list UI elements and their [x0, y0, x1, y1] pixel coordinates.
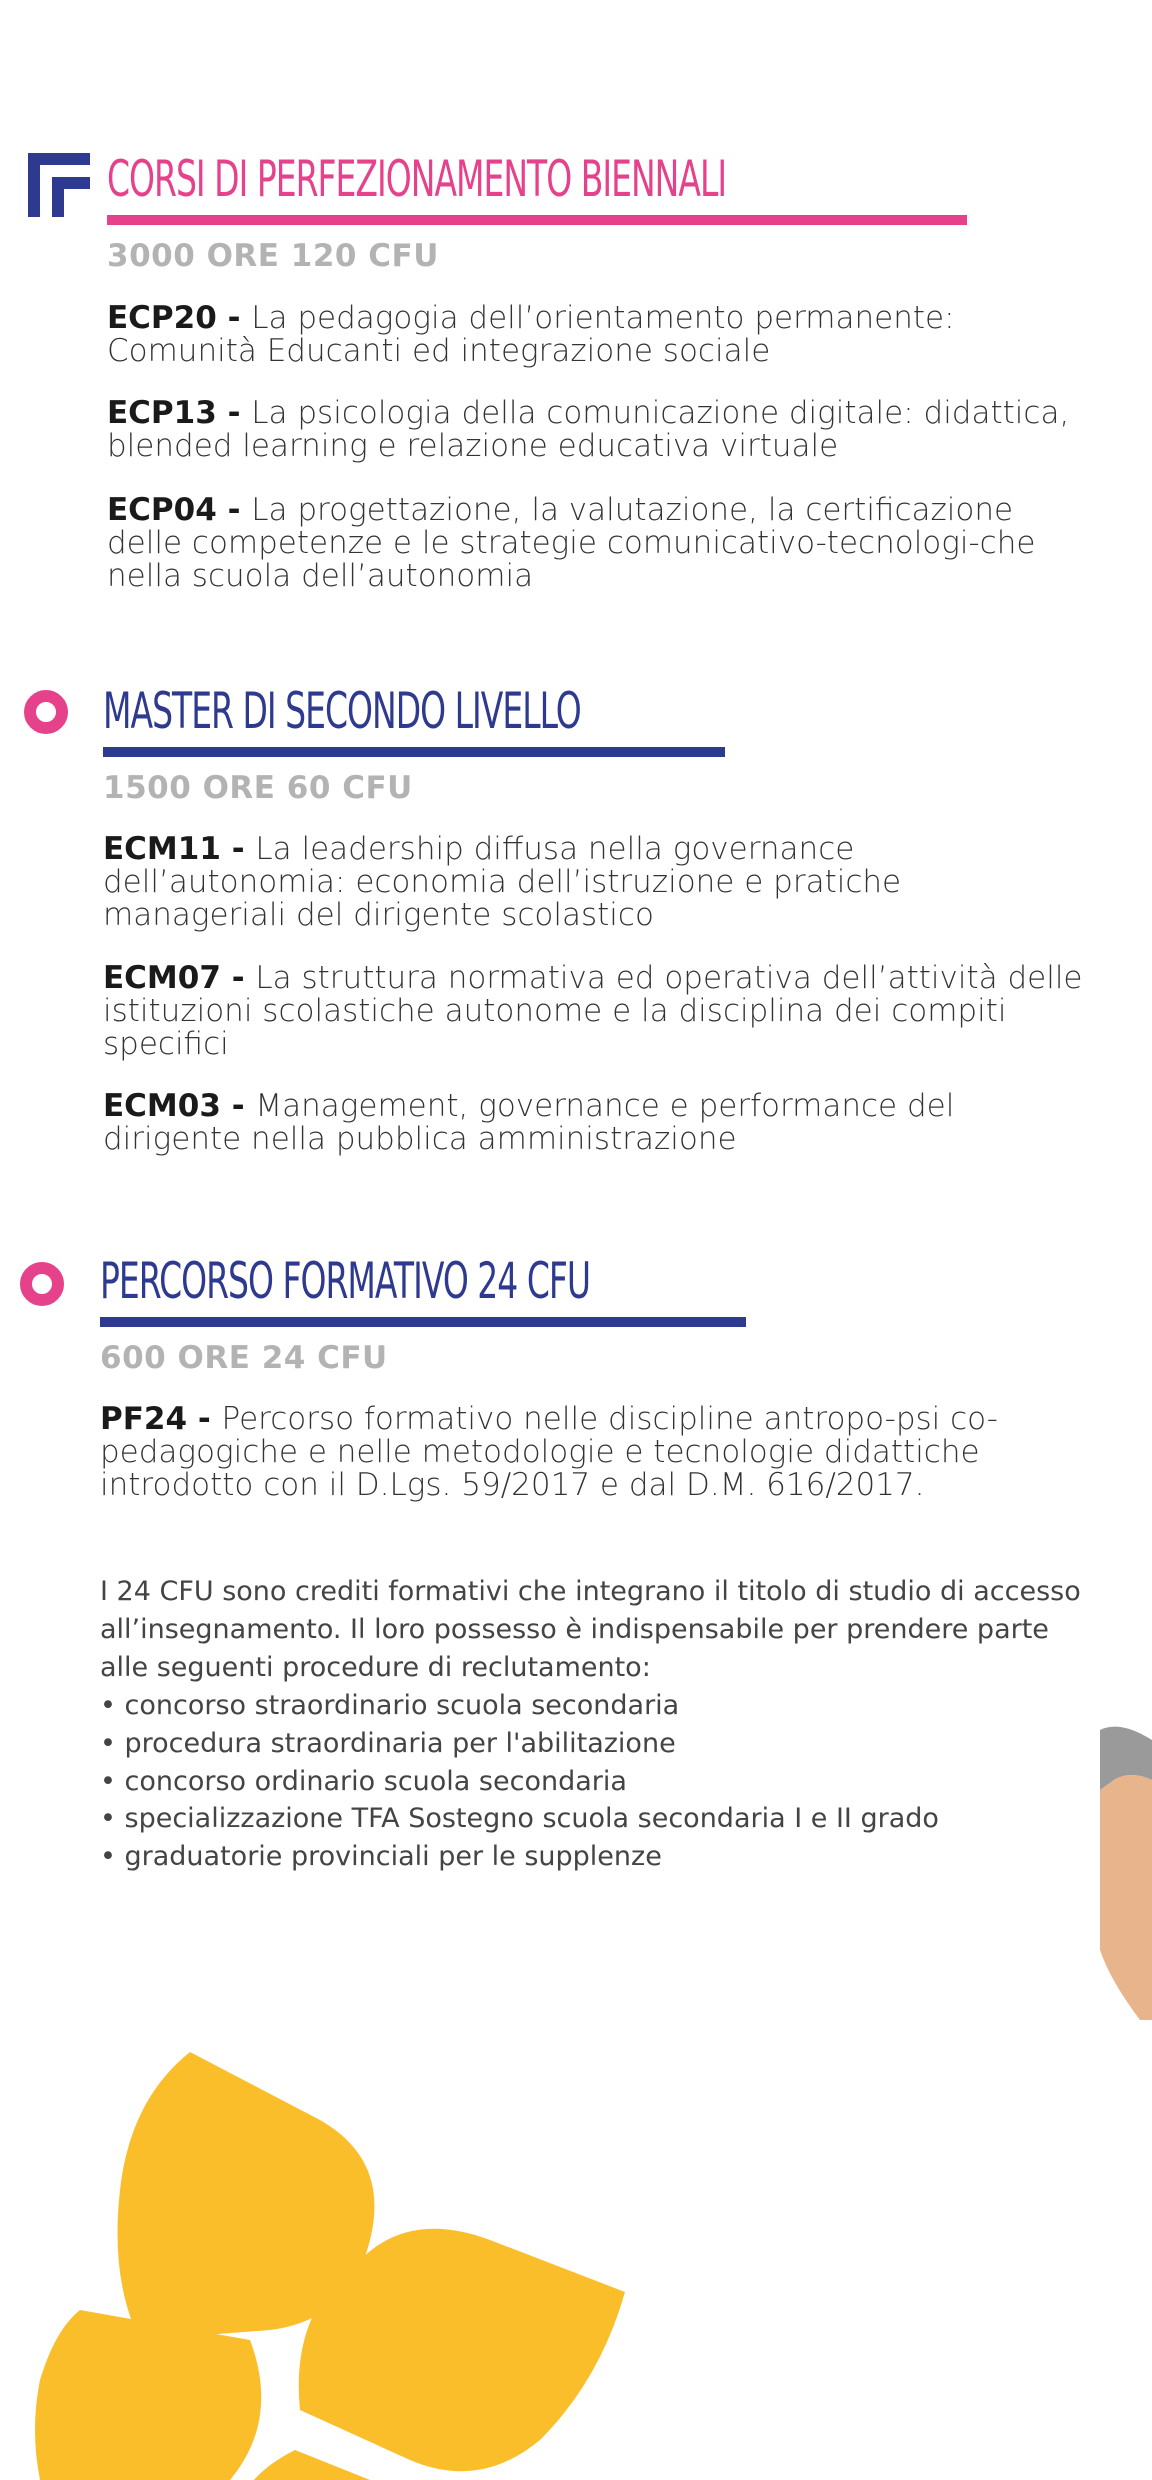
title-underline — [100, 1317, 746, 1327]
course-entry: ECP04 - La progettazione, la valutazione, la certificazione delle competenze e le strategie comunicativo-tecnologi-che nella scuola dell’autonomia — [107, 492, 1036, 594]
hours-credits: 1500 ORE 60 CFU — [103, 770, 413, 806]
course-code: ECP13 — [107, 395, 217, 431]
course-entry: PF24 - Percorso formativo nelle discipline antropo-psi co-pedagogiche e nelle metodologie e tecnologie didattiche introdotto con il D.Lgs. 59/2017 e dal D.M. 616/2017. — [100, 1401, 998, 1503]
course-code: PF24 — [100, 1401, 188, 1437]
course-entry: ECM03 - Management, governance e performance del dirigente nella pubblica amministrazione — [103, 1088, 955, 1157]
brand-logo-icon — [28, 153, 90, 217]
course-code: ECM07 — [103, 960, 221, 996]
bullet-item: • graduatorie provinciali per le supplenze — [100, 1841, 662, 1872]
course-entry: ECP13 - La psicologia della comunicazione digitale: didattica, blended learning e relazione educativa virtuale — [107, 395, 1070, 464]
course-title: La psicologia della comunicazione digitale: didattica, blended learning e relazione educativa virtuale — [107, 395, 1070, 464]
bullet-item: • specializzazione TFA Sostegno scuola secondaria I e II grado — [100, 1803, 939, 1834]
course-entry: ECM11 - La leadership diffusa nella governance dell’autonomia: economia dell’istruzione e pratiche manageriali del dirigente scolastico — [103, 831, 902, 933]
title-underline — [107, 215, 967, 225]
ring-icon — [20, 1262, 64, 1306]
course-entry: ECM07 - La struttura normativa ed operativa dell’attività delle istituzioni scolastiche autonome e la disciplina dei compiti specifici — [103, 960, 1083, 1062]
bullet-item: • procedura straordinaria per l'abilitazione — [100, 1728, 676, 1759]
person-photo-fragment — [1100, 1720, 1152, 2020]
course-entry: ECP20 - La pedagogia dell’orientamento permanente: Comunità Educanti ed integrazione sociale — [107, 300, 955, 369]
section-title: PERCORSO FORMATIVO 24 CFU — [100, 1252, 591, 1310]
bullet-item: • concorso ordinario scuola secondaria — [100, 1766, 627, 1797]
section-title: MASTER DI SECONDO LIVELLO — [103, 682, 581, 740]
section-title: CORSI DI PERFEZIONAMENTO BIENNALI — [107, 150, 727, 208]
course-code: ECM03 — [103, 1088, 221, 1124]
cfu-description: I 24 CFU sono crediti formativi che integrano il titolo di studio di accesso all’insegnamento. Il loro possesso è indispensabile per prendere parte alle seguenti procedure di reclutamento: — [100, 1576, 1081, 1683]
ring-icon — [24, 690, 68, 734]
course-title: La pedagogia dell’orientamento permanente: Comunità Educanti ed integrazione sociale — [107, 300, 955, 369]
course-title: La struttura normativa ed operativa dell’attività delle istituzioni scolastiche autonome e la disciplina dei compiti specifici — [103, 960, 1083, 1062]
hours-credits: 3000 ORE 120 CFU — [107, 238, 439, 274]
hours-credits: 600 ORE 24 CFU — [100, 1340, 388, 1376]
course-title: La progettazione, la valutazione, la certificazione delle competenze e le strategie comunicativo-tecnologi-che nella scuola dell’autonomia — [107, 492, 1036, 594]
course-title: La leadership diffusa nella governance dell’autonomia: economia dell’istruzione e pratiche manageriali del dirigente scolastico — [103, 831, 902, 933]
title-underline — [103, 747, 725, 757]
course-code: ECP04 — [107, 492, 217, 528]
course-title: Percorso formativo nelle discipline antropo-psi co-pedagogiche e nelle metodologie e tecnologie didattiche introdotto con il D.Lgs. 59/2017 e dal D.M. 616/2017. — [100, 1401, 998, 1503]
course-title: Management, governance e performance del dirigente nella pubblica amministrazione — [103, 1088, 955, 1157]
flower-decoration — [0, 2040, 640, 2480]
course-code: ECM11 — [103, 831, 221, 867]
bullet-item: • concorso straordinario scuola secondaria — [100, 1690, 680, 1721]
course-code: ECP20 — [107, 300, 217, 336]
